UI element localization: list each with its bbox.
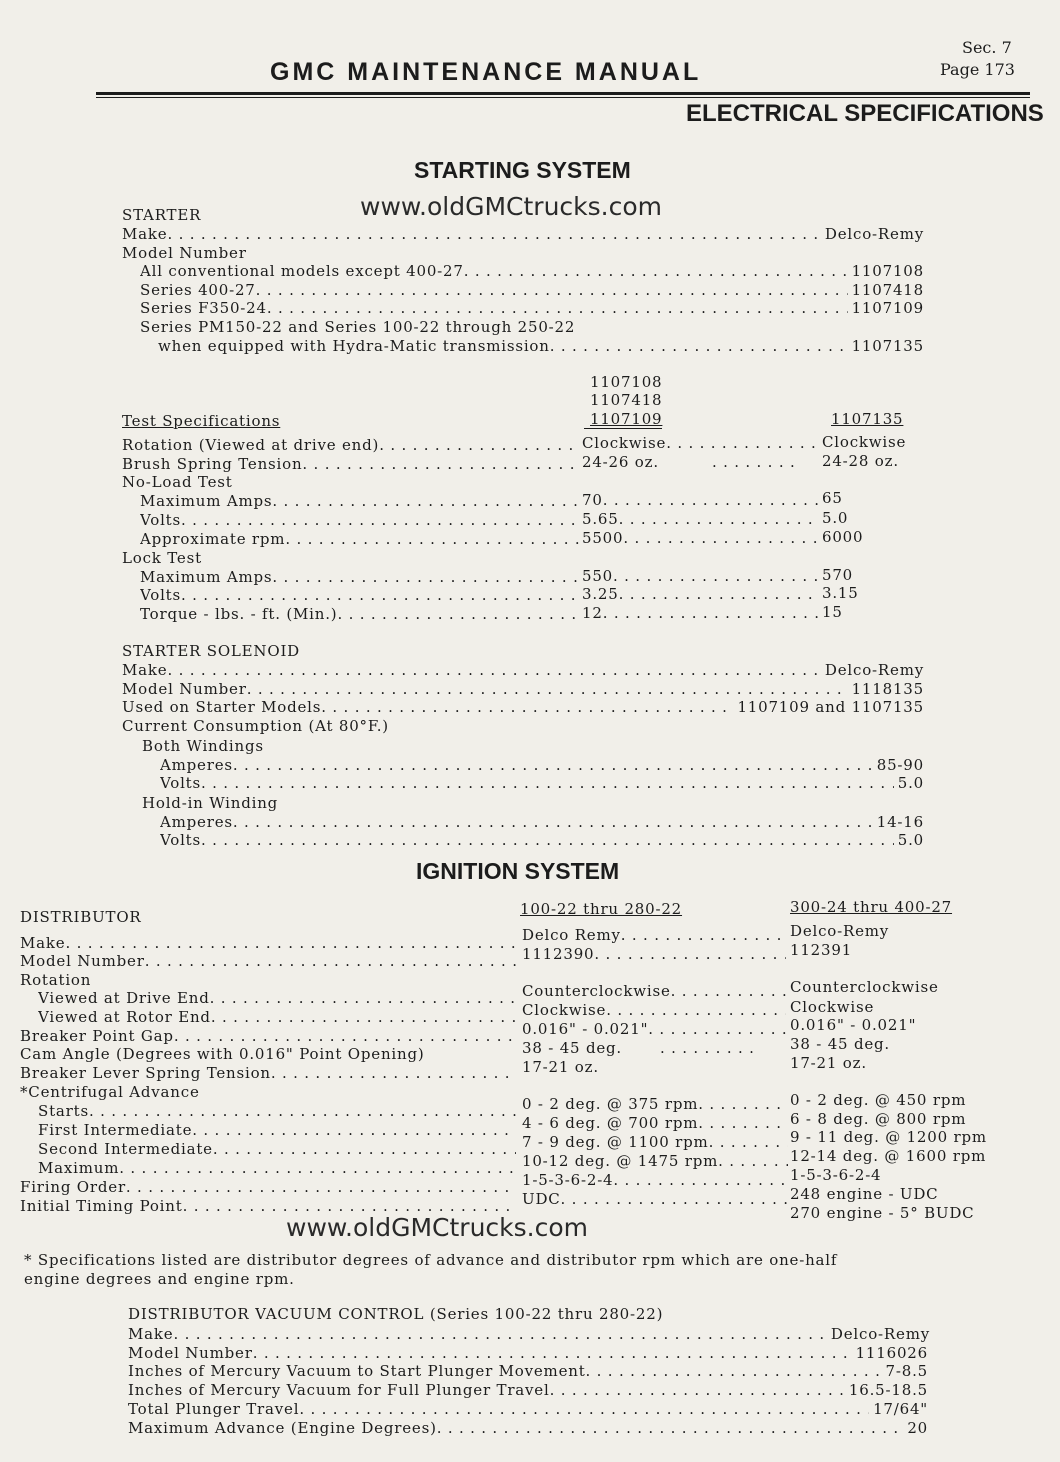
ign-model-b: 112391 xyxy=(790,941,853,959)
lock-b: 15 xyxy=(822,603,843,621)
col-b-model: 1107135 xyxy=(831,410,904,428)
starter-make-row: Make . . . Delco-Remy xyxy=(122,225,924,243)
timing-row: Initial Timing Point . . . xyxy=(20,1197,516,1215)
model-row: Series 400-27 . . . 1107418 xyxy=(140,281,924,299)
lock-b: 570 xyxy=(822,566,854,584)
noload-a: 70 . . . xyxy=(582,491,820,509)
col-a-underline xyxy=(584,428,662,429)
both-windings-heading: Both Windings xyxy=(142,737,264,755)
both-volts-row: Volts . . . 5.0 xyxy=(160,774,924,792)
advance-b: 6 - 8 deg. @ 800 rpm xyxy=(790,1110,967,1128)
col-a-header: 100-22 thru 280-22 xyxy=(520,900,683,918)
cam-angle-dots: . . . . . . . . . xyxy=(660,1039,755,1057)
rotation-b: Clockwise xyxy=(822,433,907,451)
watermark-top: www.oldGMCtrucks.com xyxy=(360,192,663,221)
firing-order-row: Firing Order . . . xyxy=(20,1178,516,1196)
pm-model-row: when equipped with Hydra-Matic transmission . . . 1107135 xyxy=(158,337,924,355)
vacuum-row: Maximum Advance (Engine Degrees) . . . 20 xyxy=(128,1419,928,1437)
ign-spec-a: 0.016" - 0.021" . . . xyxy=(522,1020,786,1038)
advance-row: Starts . . . xyxy=(38,1102,516,1120)
firing-order-b: 1-5-3-6-2-4 xyxy=(790,1166,882,1184)
distributor-heading: DISTRIBUTOR xyxy=(20,908,142,926)
ign-spec-row: Viewed at Rotor End . . . xyxy=(38,1008,516,1026)
lock-a: 3.25 . . . xyxy=(582,585,820,603)
vacuum-row: Inches of Mercury Vacuum for Full Plunger Travel . . . 16.5-18.5 xyxy=(128,1381,928,1399)
vacuum-row: Model Number . . . 1116026 xyxy=(128,1344,928,1362)
ign-spec-b: Clockwise xyxy=(790,998,875,1016)
solenoid-model-row: Model Number . . . 1118135 xyxy=(122,680,924,698)
brush-a: 24-26 oz. xyxy=(582,453,659,471)
lock-row: Volts . . . xyxy=(140,586,580,604)
lock-a: 12 . . . xyxy=(582,604,820,622)
advance-a: 10-12 deg. @ 1475 rpm . . . xyxy=(522,1152,788,1170)
ign-spec-a: Clockwise . . . xyxy=(522,1001,786,1019)
ign-make-b: Delco-Remy xyxy=(790,922,890,940)
starting-system-title: STARTING SYSTEM xyxy=(414,157,631,183)
brush-b: 24-28 oz. xyxy=(822,452,899,470)
lock-b: 3.15 xyxy=(822,584,859,602)
lock-row: Maximum Amps . . . xyxy=(140,568,580,586)
lock-row: Torque - lbs. - ft. (Min.) . . . xyxy=(140,605,580,623)
hold-amps-row: Amperes . . . 14-16 xyxy=(160,813,924,831)
vacuum-row: Total Plunger Travel . . . 17/64" xyxy=(128,1400,928,1418)
lock-a: 550 . . . xyxy=(582,567,820,585)
noload-heading: No-Load Test xyxy=(122,473,233,491)
ignition-system-title: IGNITION SYSTEM xyxy=(416,858,620,884)
footnote-line2: engine degrees and engine rpm. xyxy=(24,1270,295,1288)
noload-b: 65 xyxy=(822,489,843,507)
col-a-model: 1107418 xyxy=(590,391,663,409)
noload-a: 5.65 . . . xyxy=(582,510,820,528)
ign-make-a: Delco Remy . . . xyxy=(522,926,786,944)
section-number: Sec. 7 xyxy=(962,38,1012,57)
noload-row: Approximate rpm . . . xyxy=(140,530,580,548)
starter-heading: STARTER xyxy=(122,206,202,224)
noload-b: 6000 xyxy=(822,528,864,546)
hold-winding-heading: Hold-in Winding xyxy=(142,794,279,812)
rotation-a: Clockwise . . . xyxy=(582,434,818,452)
advance-row: Second Intermediate . . . xyxy=(38,1140,516,1158)
solenoid-make-row: Make . . . Delco-Remy xyxy=(122,661,924,679)
rotation-heading: Rotation xyxy=(20,971,92,989)
cam-angle-a: 38 - 45 deg. xyxy=(522,1039,622,1057)
ign-spec-row: Viewed at Drive End . . . xyxy=(38,989,516,1007)
firing-order-a: 1-5-3-6-2-4 . . . xyxy=(522,1171,788,1189)
ign-spec-b: Counterclockwise xyxy=(790,978,939,996)
solenoid-used-row: Used on Starter Models . . . 1107109 and 1107135 xyxy=(122,698,924,716)
col-a-model: 1107108 xyxy=(590,373,663,391)
centrifugal-heading: *Centrifugal Advance xyxy=(20,1083,200,1101)
timing-b1: 248 engine - UDC xyxy=(790,1185,939,1203)
advance-row: Maximum . . . xyxy=(38,1159,516,1177)
vacuum-heading: DISTRIBUTOR VACUUM CONTROL (Series 100-22 thru 280-22) xyxy=(128,1305,664,1323)
vacuum-row: Inches of Mercury Vacuum to Start Plunger Movement . . . 7-8.5 xyxy=(128,1362,928,1380)
cam-angle-b: 38 - 45 deg. xyxy=(790,1035,890,1053)
lock-heading: Lock Test xyxy=(122,549,202,567)
pm-model-line1: Series PM150-22 and Series 100-22 through 250-22 xyxy=(140,318,576,336)
manual-title: GMC MAINTENANCE MANUAL xyxy=(270,58,702,86)
test-spec-heading: Test Specifications xyxy=(122,412,281,430)
advance-a: 7 - 9 deg. @ 1100 rpm . . . xyxy=(522,1133,788,1151)
timing-a: UDC . . . xyxy=(522,1190,788,1208)
advance-a: 0 - 2 deg. @ 375 rpm . . . xyxy=(522,1095,788,1113)
advance-a: 4 - 6 deg. @ 700 rpm . . . xyxy=(522,1114,788,1132)
current-consumption: Current Consumption (At 80°F.) xyxy=(122,717,389,735)
header-rule xyxy=(96,92,1030,95)
model-number-label: Model Number xyxy=(122,244,247,262)
ign-spec-row: Breaker Lever Spring Tension . . . xyxy=(20,1064,516,1082)
vacuum-row: Make . . . Delco-Remy xyxy=(128,1325,930,1343)
col-b-header: 300-24 thru 400-27 xyxy=(790,898,953,916)
ign-model-row: Model Number . . . xyxy=(20,952,516,970)
noload-a: 5500 . . . xyxy=(582,529,820,547)
noload-row: Volts . . . xyxy=(140,511,580,529)
advance-b: 12-14 deg. @ 1600 rpm xyxy=(790,1147,987,1165)
rotation-row: Rotation (Viewed at drive end) . . . xyxy=(122,436,580,454)
noload-row: Maximum Amps . . . xyxy=(140,492,580,510)
page-number: Page 173 xyxy=(940,60,1015,79)
ign-model-a: 1112390 . . . xyxy=(522,945,786,963)
advance-b: 0 - 2 deg. @ 450 rpm xyxy=(790,1091,967,1109)
ign-make-row: Make . . . xyxy=(20,934,516,952)
advance-row: First Intermediate . . . xyxy=(38,1121,516,1139)
cam-angle-label: Cam Angle (Degrees with 0.016" Point Opening) xyxy=(20,1045,425,1063)
ign-spec-b: 0.016" - 0.021" xyxy=(790,1016,917,1034)
ign-spec-b: 17-21 oz. xyxy=(790,1054,867,1072)
model-row: All conventional models except 400-27 . . . 1107108 xyxy=(140,262,924,280)
footnote-line1: * Specifications listed are distributor degrees of advance and distributor rpm which are one-half xyxy=(24,1251,838,1269)
timing-b2: 270 engine - 5° BUDC xyxy=(790,1204,975,1222)
ign-spec-row: Breaker Point Gap . . . xyxy=(20,1027,516,1045)
brush-dots: . . . . . . . . xyxy=(712,453,796,471)
both-amps-row: Amperes . . . 85-90 xyxy=(160,756,924,774)
brush-row: Brush Spring Tension . . . xyxy=(122,455,580,473)
page-subtitle: ELECTRICAL SPECIFICATIONS xyxy=(686,100,1044,127)
model-row: Series F350-24 . . . 1107109 xyxy=(140,299,924,317)
col-a-model: 1107109 xyxy=(590,410,663,428)
advance-b: 9 - 11 deg. @ 1200 rpm xyxy=(790,1128,987,1146)
hold-volts-row: Volts . . . 5.0 xyxy=(160,831,924,849)
watermark-bottom: www.oldGMCtrucks.com xyxy=(286,1213,589,1242)
solenoid-heading: STARTER SOLENOID xyxy=(122,642,300,660)
noload-b: 5.0 xyxy=(822,509,849,527)
header-rule-thin xyxy=(96,97,1030,98)
ign-spec-a: 17-21 oz. xyxy=(522,1058,599,1076)
ign-spec-a: Counterclockwise . . . xyxy=(522,982,786,1000)
